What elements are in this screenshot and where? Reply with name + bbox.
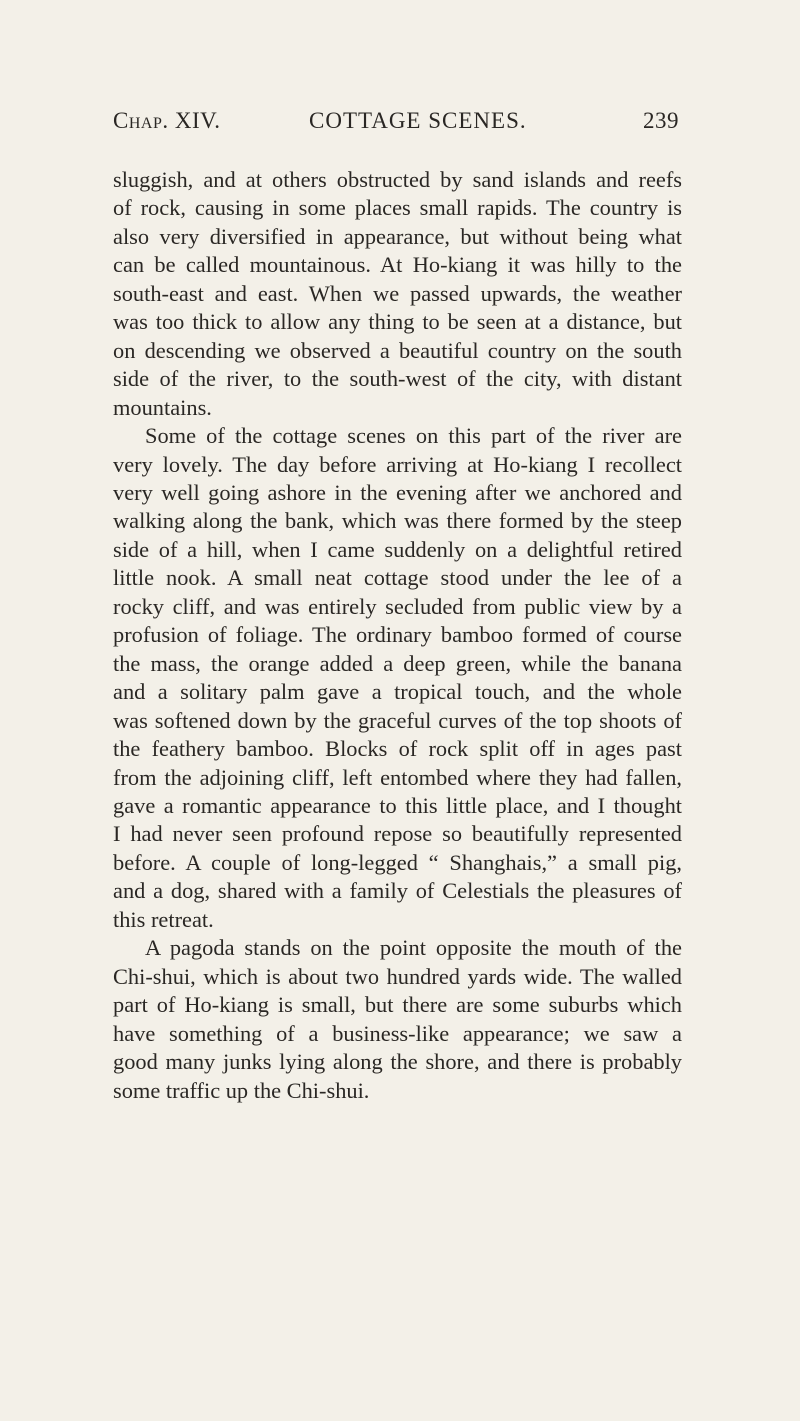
text-line: was softened down by the graceful curves of the top shoots of bbox=[113, 707, 682, 733]
text-line: before. A couple of long-legged “ Shanghais,” a small pig, bbox=[113, 849, 682, 875]
text-line: south-east and east. When we passed upwards, the weather bbox=[113, 280, 682, 306]
text-line: little nook. A small neat cottage stood under the lee of a bbox=[113, 565, 682, 591]
running-head bbox=[113, 108, 679, 138]
chapter-title: COTTAGE SCENES. bbox=[309, 108, 527, 133]
page-number: 239 bbox=[643, 108, 679, 133]
text-line: part of Ho-kiang is small, but there are some suburbs which bbox=[113, 992, 682, 1018]
text-line: and a solitary palm gave a tropical touch, and the whole bbox=[113, 679, 682, 705]
paragraph bbox=[113, 166, 682, 422]
text-line: I had never seen profound repose so beautifully represented bbox=[113, 821, 682, 847]
text-line: also very diversified in appearance, but without being what bbox=[113, 223, 682, 249]
text-line: very lovely. The day before arriving at Ho-kiang I recollect bbox=[113, 451, 682, 477]
text-line: side of the river, to the south-west of the city, with distant bbox=[113, 366, 682, 392]
text-line: sluggish, and at others obstructed by sand islands and reefs bbox=[113, 167, 682, 192]
text-line: the feathery bamboo. Blocks of rock split off in ages past bbox=[113, 736, 682, 762]
text-line: on descending we observed a beautiful country on the south bbox=[113, 337, 682, 363]
text-line: mountains. bbox=[113, 394, 212, 420]
text-line: was too thick to allow any thing to be seen at a distance, but bbox=[113, 309, 682, 335]
paragraph bbox=[113, 422, 682, 934]
text-line: this retreat. bbox=[113, 906, 214, 932]
text-line: some traffic up the Chi-shui. bbox=[113, 1077, 370, 1103]
text-line: Chi-shui, which is about two hundred yards wide. The walled bbox=[113, 963, 682, 989]
text-line: Some of the cottage scenes on this part of the river are bbox=[145, 423, 682, 449]
text-line: profusion of foliage. The ordinary bamboo formed of course bbox=[113, 622, 682, 648]
text-line: and a dog, shared with a family of Celestials the pleasures of bbox=[113, 878, 682, 904]
text-line: rocky cliff, and was entirely secluded from public view by a bbox=[113, 593, 682, 619]
text-line: A pagoda stands on the point opposite the mouth of the bbox=[145, 935, 682, 961]
text-line: very well going ashore in the evening after we anchored and bbox=[113, 479, 682, 505]
body-text bbox=[113, 166, 682, 1105]
text-line: of rock, causing in some places small rapids. The country is bbox=[113, 195, 682, 221]
text-line: good many junks lying along the shore, and there is probably bbox=[113, 1049, 682, 1075]
paragraph bbox=[113, 934, 682, 1105]
chapter-label: Chap. XIV. bbox=[113, 108, 221, 133]
text-line: the mass, the orange added a deep green, while the banana bbox=[113, 650, 682, 676]
text-line: gave a romantic appearance to this little place, and I thought bbox=[113, 792, 682, 818]
text-line: from the adjoining cliff, left entombed where they had fallen, bbox=[113, 764, 682, 790]
text-line: can be called mountainous. At Ho-kiang it was hilly to the bbox=[113, 252, 682, 278]
text-line: have something of a business-like appearance; we saw a bbox=[113, 1020, 682, 1046]
text-line: side of a hill, when I came suddenly on a delightful retired bbox=[113, 536, 682, 562]
text-line: walking along the bank, which was there formed by the steep bbox=[113, 508, 682, 534]
